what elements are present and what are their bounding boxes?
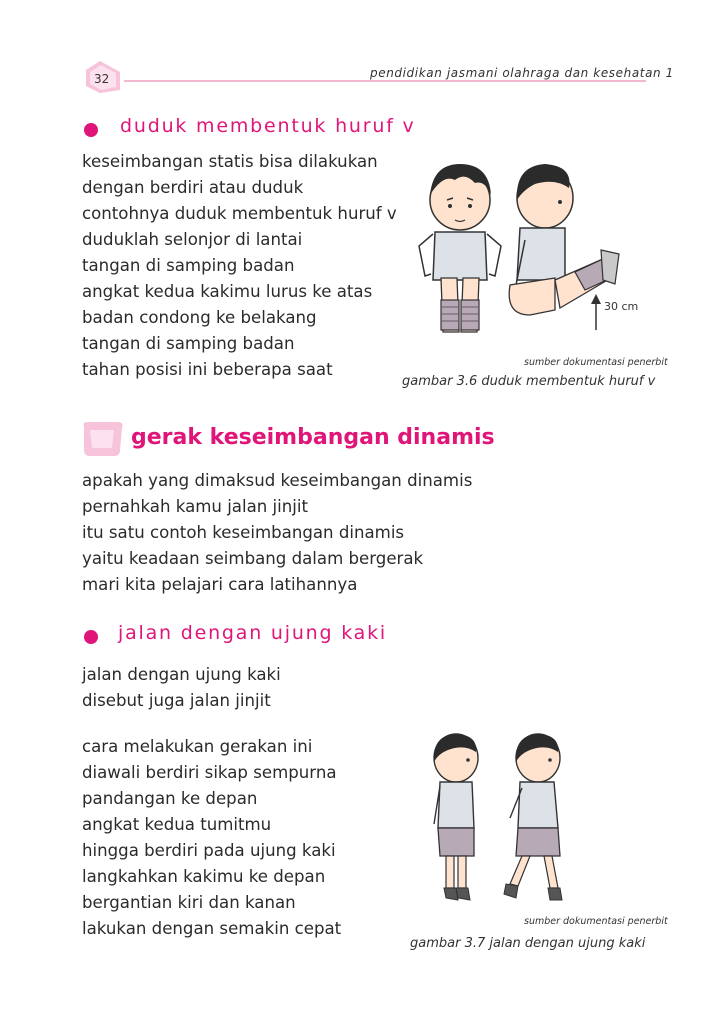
child-side-sitting bbox=[509, 164, 619, 315]
text-line: dengan berdiri atau duduk bbox=[82, 178, 304, 197]
book-title: pendidikan jasmani olahraga dan kesehatan 1 bbox=[370, 66, 674, 80]
figure-caption: gambar 3.6 duduk membentuk huruf v bbox=[402, 374, 656, 389]
text-line: pandangan ke depan bbox=[82, 789, 258, 808]
section-text-duduk bbox=[82, 149, 397, 383]
text-line: hingga berdiri pada ujung kaki bbox=[82, 841, 336, 860]
illustration-sitting-v-figures bbox=[405, 150, 645, 350]
figure-caption: gambar 3.7 jalan dengan ujung kaki bbox=[410, 936, 646, 951]
header-rule bbox=[124, 80, 646, 82]
text-line: disebut juga jalan jinjit bbox=[82, 691, 271, 710]
section-badge-icon bbox=[80, 420, 126, 458]
text-line: bergantian kiri dan kanan bbox=[82, 893, 296, 912]
text-line: tahan posisi ini beberapa saat bbox=[82, 360, 333, 379]
child-front-sitting bbox=[419, 164, 501, 332]
text-line: itu satu contoh keseimbangan dinamis bbox=[82, 523, 405, 542]
text-line: jalan dengan ujung kaki bbox=[82, 665, 281, 684]
arrow-up-icon bbox=[591, 294, 601, 330]
figure-credit: sumber dokumentasi penerbit bbox=[524, 357, 668, 368]
child-walking-tiptoe bbox=[504, 734, 562, 900]
page-number: 32 bbox=[94, 72, 110, 86]
section-title-duduk: duduk membentuk huruf v bbox=[120, 115, 416, 137]
text-line: cara melakukan gerakan ini bbox=[82, 737, 313, 756]
text-line: angkat kedua kakimu lurus ke atas bbox=[82, 282, 373, 301]
text-line: tangan di samping badan bbox=[82, 334, 295, 353]
text-line: tangan di samping badan bbox=[82, 256, 295, 275]
illustration-tiptoe-walk-figures bbox=[418, 728, 588, 908]
text-line: yaitu keadaan seimbang dalam bergerak bbox=[82, 549, 424, 568]
text-line: duduklah selonjor di lantai bbox=[82, 230, 303, 249]
figure-credit: sumber dokumentasi penerbit bbox=[524, 916, 668, 927]
text-line: contohnya duduk membentuk huruf v bbox=[82, 204, 397, 223]
text-line: apakah yang dimaksud keseimbangan dinamis bbox=[82, 471, 473, 490]
child-standing-tiptoe bbox=[434, 734, 478, 900]
text-line: badan condong ke belakang bbox=[82, 308, 317, 327]
bullet-icon bbox=[84, 123, 98, 137]
section-intro-jalan bbox=[82, 662, 281, 714]
section-steps-jalan bbox=[82, 734, 341, 942]
text-line: mari kita pelajari cara latihannya bbox=[82, 575, 358, 594]
text-line: langkahkan kakimu ke depan bbox=[82, 867, 326, 886]
figure-measure-label: 30 cm bbox=[604, 300, 639, 313]
section-title-dinamis: gerak keseimbangan dinamis bbox=[131, 425, 495, 450]
text-line: pernahkah kamu jalan jinjit bbox=[82, 497, 309, 516]
text-line: angkat kedua tumitmu bbox=[82, 815, 272, 834]
text-line: diawali berdiri sikap sempurna bbox=[82, 763, 337, 782]
section-title-jalan: jalan dengan ujung kaki bbox=[118, 622, 388, 644]
text-line: keseimbangan statis bisa dilakukan bbox=[82, 152, 378, 171]
text-line: lakukan dengan semakin cepat bbox=[82, 919, 342, 938]
bullet-icon bbox=[84, 630, 98, 644]
section-text-dinamis bbox=[82, 468, 472, 598]
